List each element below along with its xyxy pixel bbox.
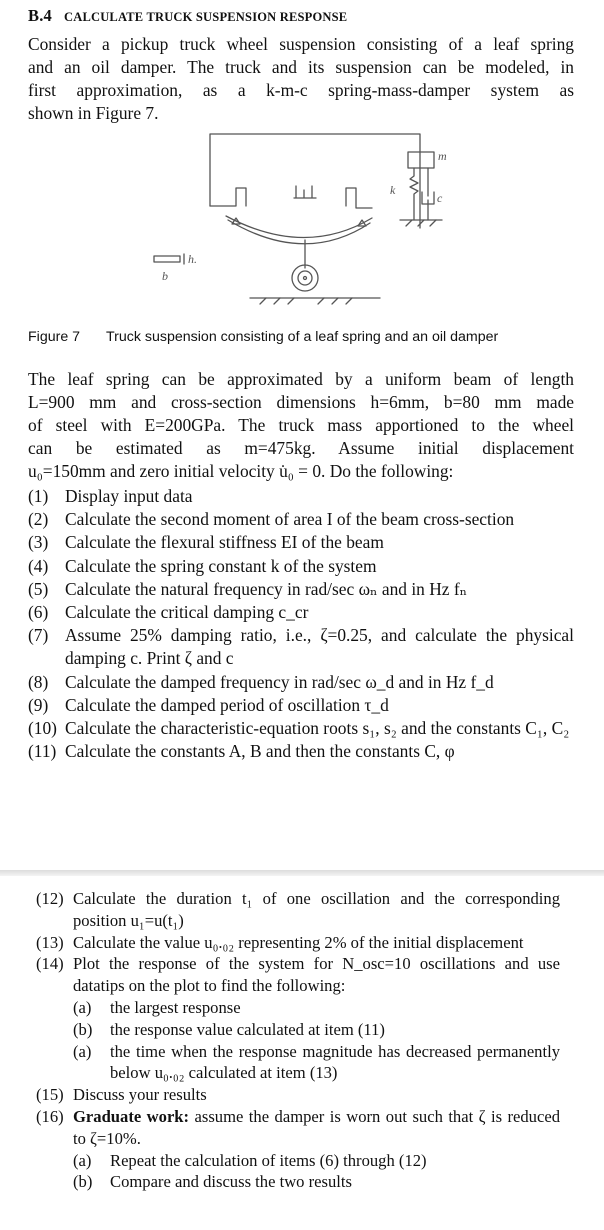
list-item: (1) Display input data	[28, 486, 193, 506]
figure-label: Figure 7	[28, 329, 81, 345]
section-title: CALCULATE TRUCK SUSPENSION RESPONSE	[63, 10, 348, 24]
sub-item: (a) the time when the response magnitude has decreased permanently below u₀.₀₂ calculated at item (13)	[73, 1041, 560, 1083]
label-c: c	[437, 191, 443, 205]
leaf-spring-lower	[228, 220, 370, 244]
list-item: (13) Calculate the value u₀.₀₂ representing 2% of the initial displacement	[36, 932, 524, 952]
list-item: (6) Calculate the critical damping c_cr	[28, 602, 309, 623]
ground-hatch	[260, 298, 352, 304]
intro-line: Consider a pickup truck wheel suspension consisting of a leaf spring	[28, 34, 574, 54]
label-k: k	[390, 183, 396, 197]
list-item: (15) Discuss your results	[36, 1085, 207, 1105]
section-number: B.4	[28, 6, 52, 25]
figure-caption	[28, 329, 498, 345]
intro-line: shown in Figure 7.	[28, 103, 159, 123]
wheel-hub	[304, 277, 307, 280]
spring-symbol	[410, 168, 418, 220]
body-paragraph	[28, 368, 574, 483]
list-item: (11) Calculate the constants A, B and then the constants C, φ	[28, 741, 455, 762]
intro-paragraph	[28, 33, 574, 125]
body-line: The leaf spring can be approximated by a uniform beam of length	[28, 369, 574, 389]
list-item: (4) Calculate the spring constant k of the system	[28, 555, 377, 576]
mass-block	[408, 152, 434, 168]
label-m: m	[438, 149, 447, 163]
list-item: (5) Calculate the natural frequency in rad/sec ωₙ and in Hz fₙ	[28, 578, 468, 599]
list-item: (10) Calculate the characteristic-equation roots s₁, s₂ and the constants C₁, C₂	[28, 718, 570, 739]
task-list-continued	[36, 888, 560, 1193]
wheel-inner	[298, 271, 312, 285]
damper-symbol	[422, 168, 434, 220]
truck-body-left-step	[210, 188, 246, 206]
sub-item: (b) the response value calculated at item (11)	[73, 1019, 385, 1039]
body-line: u₀=150mm and zero initial velocity u̇₀ = 0. Do the following:	[28, 461, 454, 481]
body-line: L=900 mm and cross-section dimensions h=6mm, b=80 mm made	[28, 392, 574, 412]
sub-item: (b) Compare and discuss the two results	[73, 1172, 352, 1192]
list-item: (7) Assume 25% damping ratio, i.e., ζ=0.25, and calculate the physical damping c. Print ζ and c	[28, 625, 574, 669]
list-item: (12) Calculate the duration t₁ of one oscillation and the corresponding position u₁=u(t₁)	[36, 889, 560, 930]
suspension-sketch-figure	[140, 128, 470, 310]
task-list	[28, 485, 574, 763]
intro-line: first approximation, as a k-m-c spring-mass-damper system as	[28, 80, 574, 100]
page-2	[0, 876, 604, 1230]
wheel-outer	[292, 265, 318, 291]
list-item: (16) Graduate work: assume the damper is worn out such that ζ is reduced to ζ=10%. (a) Repeat the calculation of items (6) through (12) (b) Compare and discuss the two results	[36, 1106, 560, 1192]
section-heading	[28, 6, 347, 26]
list-item: (3) Calculate the flexural stiffness EI of the beam	[28, 532, 384, 553]
sub-item: (a) the largest response	[73, 997, 241, 1017]
label-h: h.	[188, 252, 197, 266]
body-line: of steel with E=200GPa. The truck mass apportioned to the wheel	[28, 415, 574, 435]
schematic-ground-hatch	[406, 220, 436, 226]
sub-item: (a) Repeat the calculation of items (6) through (12)	[73, 1150, 427, 1170]
figure-caption-text: Truck suspension consisting of a leaf spring and an oil damper	[106, 329, 499, 345]
truck-body-outline	[210, 134, 420, 228]
list-item: (14) Plot the response of the system for N_osc=10 oscillations and use datatips on the plot to find the following: (a) the largest response (b) the response value calculated at item (11) (a) the time when the response magnitude has decreased permanently below u₀.₀₂ calculated at item (13)	[36, 954, 560, 1083]
cross-section-rect	[154, 256, 180, 262]
label-b: b	[162, 269, 168, 283]
intro-line: and an oil damper. The truck and its suspension can be modeled, in	[28, 57, 574, 77]
list-item: (9) Calculate the damped period of oscillation τ_d	[28, 694, 389, 715]
truck-body-right-step	[346, 188, 372, 208]
body-line: can be estimated as m=475kg. Assume initial displacement	[28, 438, 574, 458]
center-bracket	[294, 186, 316, 198]
list-item: (2) Calculate the second moment of area I of the beam cross-section	[28, 509, 515, 530]
list-item: (8) Calculate the damped frequency in rad/sec ω_d and in Hz f_d	[28, 671, 494, 692]
graduate-work-label: Graduate work:	[73, 1106, 190, 1126]
